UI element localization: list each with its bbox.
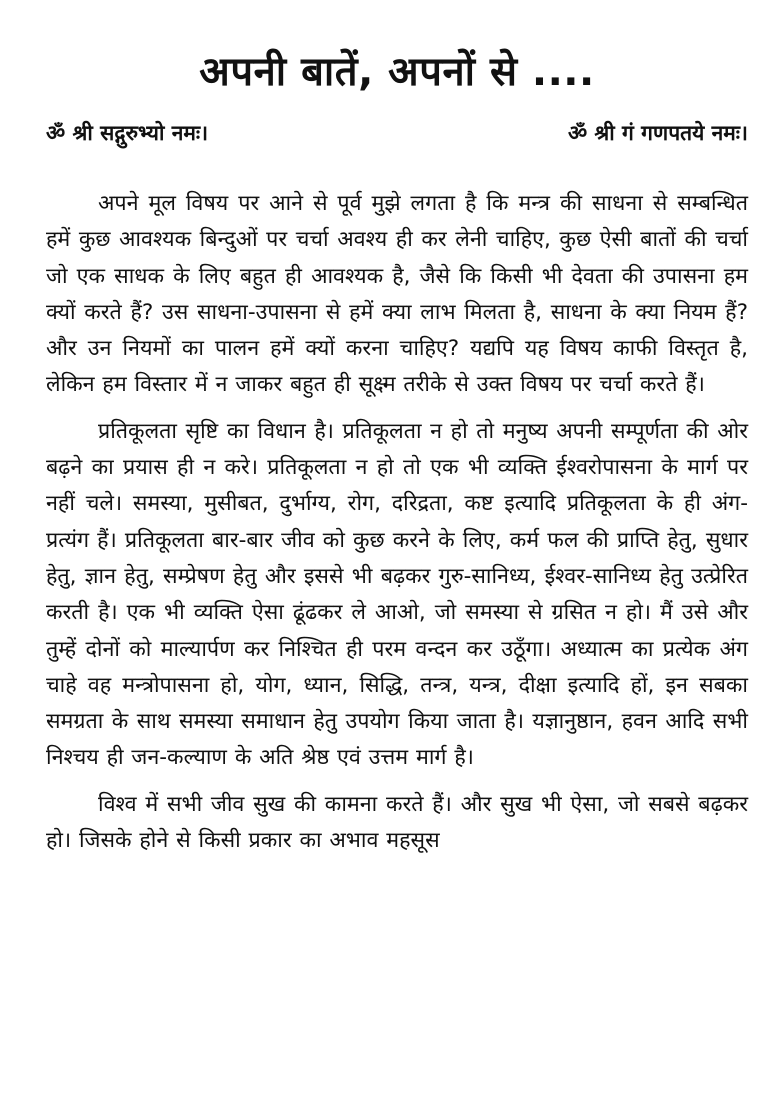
invocation-right: ॐ श्री गं गणपतये नमः।: [567, 121, 748, 145]
paragraph-2: प्रतिकूलता सृष्टि का विधान है। प्रतिकूलता न हो तो मनुष्य अपनी सम्पूर्णता की ओर बढ़ने का प्रयास ही न करे। प्रतिकूलता न हो तो एक भी व्यक्ति ईश्वरोपासना के मार्ग पर नहीं चले। समस्या, मुसीबत, दुर्भाग्य, रोग, दरिद्रता, कष्ट इत्यादि प्रतिकूलता के ही अंग-प्रत्यंग हैं। प्रतिकूलता बार-बार जीव को कुछ करने के लिए, कर्म फल की प्राप्ति हेतु, सुधार हेतु, ज्ञान हेतु, सम्प्रेषण हेतु और इससे भी बढ़कर गुरु-सानिध्य, ईश्वर-सानिध्य हेतु उत्प्रेरित करती है। एक भी व्यक्ति ऐसा ढूंढकर ले आओ, जो समस्या से ग्रसित न हो। मैं उसे और तुम्हें दोनों को माल्यार्पण कर निश्चित ही परम वन्दन कर उठूँगा। अध्यात्म का प्रत्येक अंग चाहे वह मन्त्रोपासना हो, योग, ध्यान, सिद्धि, तन्त्र, यन्त्र, दीक्षा इत्यादि हों, इन सबका समग्रता के साथ समस्या समाधान हेतु उपयोग किया जाता है। यज्ञानुष्ठान, हवन आदि सभी निश्चय ही जन-कल्याण के अति श्रेष्ठ एवं उत्तम मार्ग है।: [46, 418, 748, 771]
body-text: [46, 186, 748, 859]
invocation-row: [46, 118, 748, 148]
page-title: अपनी बातें, अपनों से ....: [199, 49, 595, 95]
invocation-left: ॐ श्री सद्गुरुभ्यो नमः।: [46, 121, 209, 145]
paragraph-1: अपने मूल विषय पर आने से पूर्व मुझे लगता है कि मन्त्र की साधना से सम्बन्धित हमें कुछ आवश्यक बिन्दुओं पर चर्चा अवश्य ही कर लेनी चाहिए, कुछ ऐसी बातों की चर्चा जो एक साधक के लिए बहुत ही आवश्यक है, जैसे कि किसी भी देवता की उपासना हम क्यों करते हैं? उस साधना-उपासना से हमें क्या लाभ मिलता है, साधना के क्या नियम हैं? और उन नियमों का पालन हमें क्यों करना चाहिए? यद्यपि यह विषय काफी विस्तृत है, लेकिन हम विस्तार में न जाकर बहुत ही सूक्ष्म तरीके से उक्त विषय पर चर्चा करते हैं।: [46, 191, 748, 398]
paragraph-3: विश्व में सभी जीव सुख की कामना करते हैं। और सुख भी ऐसा, जो सबसे बढ़कर हो। जिसके होने से किसी प्रकार का अभाव महसूस: [46, 791, 748, 854]
